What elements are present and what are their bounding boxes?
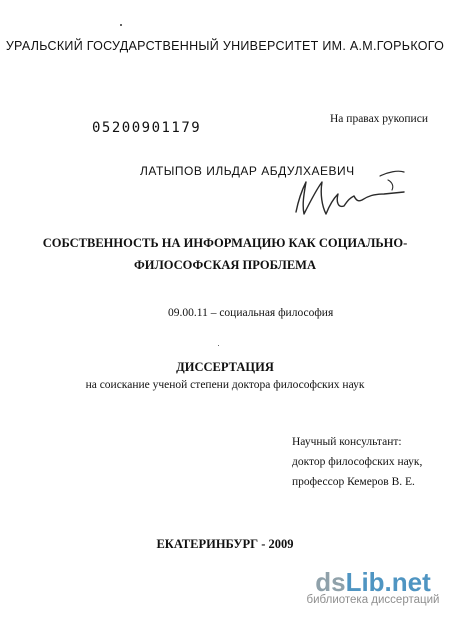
rights-note: На правах рукописи xyxy=(330,113,428,125)
dslib-watermark xyxy=(298,568,448,606)
dissertation-subtitle: на соискание ученой степени доктора философских наук xyxy=(85,379,365,391)
watermark-logo-part2: Lib.net xyxy=(345,567,431,597)
specialty-code: 09.00.11 – социальная философия xyxy=(168,307,334,319)
catalog-code: 05200901179 xyxy=(92,120,202,136)
dissertation-heading: ДИССЕРТАЦИЯ xyxy=(176,360,274,374)
scan-speck xyxy=(218,345,219,346)
watermark-logo xyxy=(298,568,448,596)
watermark-logo-part1: ds xyxy=(315,567,346,597)
city-year: ЕКАТЕРИНБУРГ - 2009 xyxy=(156,537,294,551)
handwritten-signature xyxy=(288,164,408,220)
advisor-line-1: Научный консультант: xyxy=(292,436,402,448)
watermark-caption: библиотека диссертаций xyxy=(306,594,440,606)
title-line-2: ФИЛОСОФСКАЯ ПРОБЛЕМА xyxy=(134,258,316,272)
author-name: ЛАТЫПОВ ИЛЬДАР АБДУЛХАЕВИЧ xyxy=(140,164,355,178)
university-name: УРАЛЬСКИЙ ГОСУДАРСТВЕННЫЙ УНИВЕРСИТЕТ ИМ. А.М.ГОРЬКОГО xyxy=(5,39,445,53)
scan-speck xyxy=(120,24,122,26)
title-line-1: СОБСТВЕННОСТЬ НА ИНФОРМАЦИЮ КАК СОЦИАЛЬНО- xyxy=(42,236,408,250)
advisor-line-3: профессор Кемеров В. Е. xyxy=(292,476,415,488)
scientific-advisor xyxy=(292,432,422,492)
dissertation-title xyxy=(0,232,450,276)
advisor-line-2: доктор философских наук, xyxy=(292,456,423,468)
